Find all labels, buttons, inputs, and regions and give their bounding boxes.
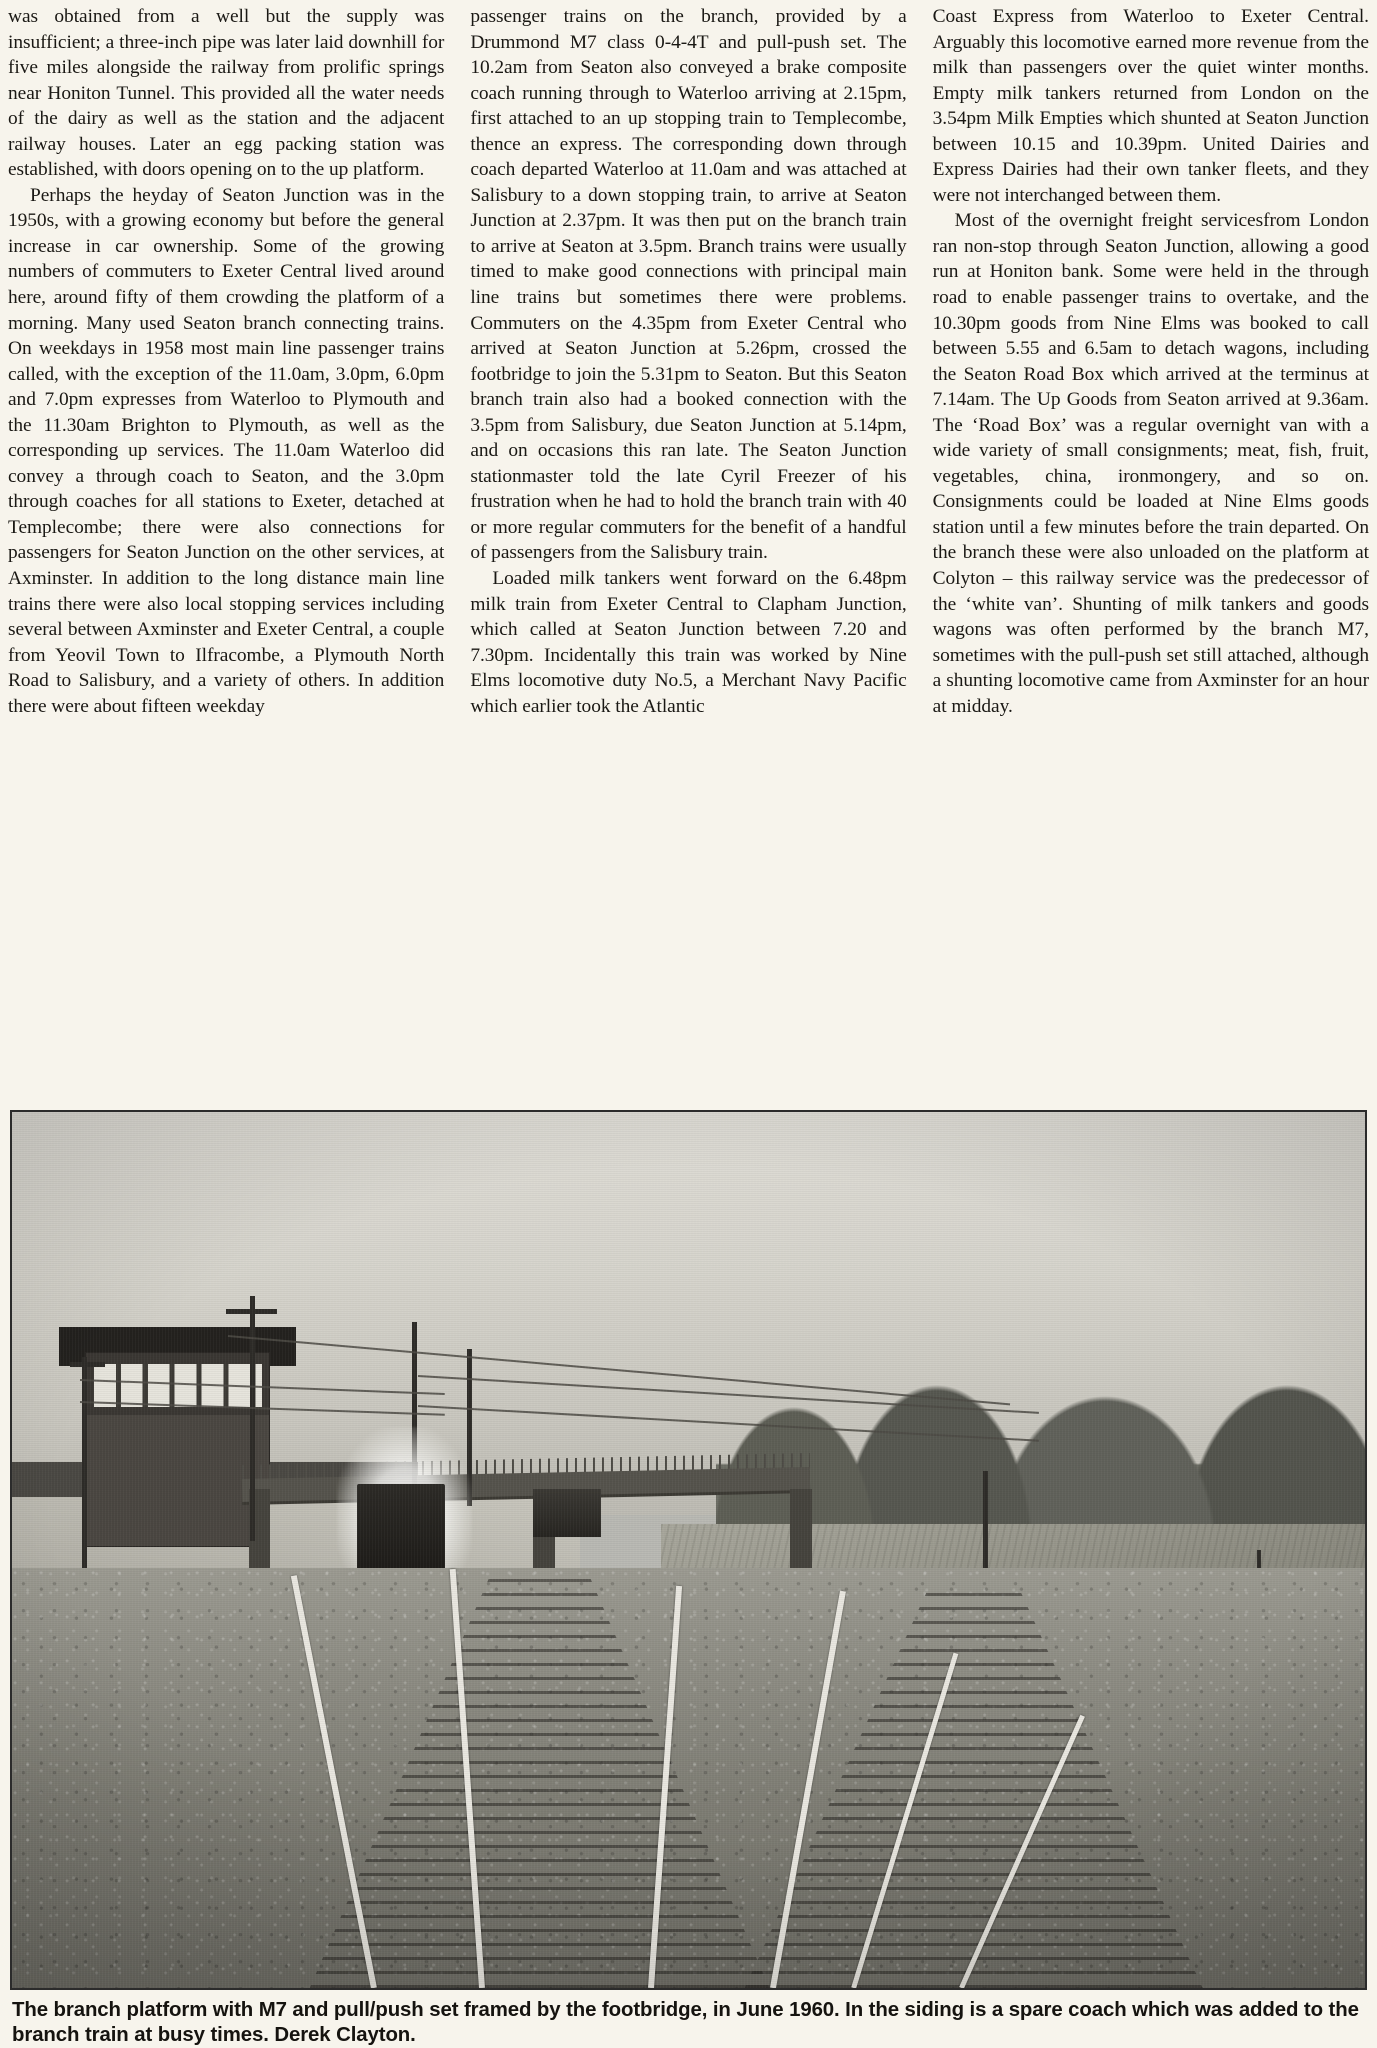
text-column-2 <box>470 4 906 824</box>
paragraph: Loaded milk tankers went forward on the 6.48pm milk train from Exeter Central to Clapham Junction, which called at Seaton Junction between 7.20 and 7.30pm. Incidentally this train was worked by Nine Elms locomotive duty No.5, a Merchant Navy Pacific which earlier took the Atlantic <box>470 568 907 717</box>
text-column-1 <box>8 4 444 824</box>
paragraph: passenger trains on the branch, provided by a Drummond M7 class 0-4-4T and pull-push set. The 10.2am from Seaton also conveyed a brake composite coach running through to Waterloo arriving at 2.15pm, first attached to an up stopping train to Templecombe, thence an express. The corresponding down through coach departed Waterloo at 11.0am and was attached at Salisbury to a down stopping train, to arrive at Seaton Junction at 2.37pm. It was then put on the branch train to arrive at Seaton at 3.5pm. Branch trains were usually timed to make good connections with principal main line trains but sometimes there were problems. Commuters on the 4.35pm from Exeter Central who arrived at Seaton Junction at 5.26pm, crossed the footbridge to join the 5.31pm to Seaton. But this Seaton branch train also had a booked connection with the 3.5pm from Salisbury, due Seaton Junction at 5.14pm, and on occasions this ran late. The Seaton Junction stationmaster told the late Cyril Freezer of his frustration when he had to hold the branch train with 40 or more regular commuters for the benefit of a handful of passengers from the Salisbury train. <box>470 6 907 564</box>
paragraph: was obtained from a well but the supply was insufficient; a three-inch pipe was later laid downhill for five miles alongside the railway from prolific springs near Honiton Tunnel. This provided all the water needs of the dairy as well as the station and the adjacent railway houses. Later an egg packing station was established, with doors opening on to the up platform. <box>8 6 445 181</box>
photograph <box>10 1110 1367 1990</box>
photograph-image <box>12 1112 1365 1988</box>
photo-telegraph-pole <box>250 1296 255 1541</box>
paragraph: Perhaps the heyday of Seaton Junction was in the 1950s, with a growing economy but before the general increase in car ownership. Some of the growing numbers of commuters to Exeter Central lived around here, around fifty of them crowding the platform of a morning. Many used Seaton branch connecting trains. On weekdays in 1958 most main line passenger trains called, with the exception of the 11.0am, 3.0pm, 6.0pm and 7.0pm expresses from Waterloo to Plymouth and the 11.30am Brighton to Plymouth, as well as the corresponding up services. The 11.0am Waterloo did convey a through coach to Seaton, and the 3.0pm through coaches for all stations to Exeter, detached at Templecombe; there were also connections for passengers for Seaton Junction on the other services, at Axminster. In addition to the long distance main line trains there were also local stopping services including several between Axminster and Exeter Central, a couple from Yeovil Town to Ilfracombe, a Plymouth North Road to Salisbury, and a variety of others. In addition there were about fifteen weekday <box>8 184 445 717</box>
photo-caption: The branch platform with M7 and pull/push set framed by the footbridge, in June 1960. In the siding is a spare coach which was added to the branch train at busy times. Derek Clayton. <box>12 1999 1359 2046</box>
paragraph: Most of the overnight freight servicesfrom London ran non-stop through Seaton Junction, allowing a good run at Honiton bank. Some were held in the through road to enable passenger trains to overtake, and the 10.30pm goods from Nine Elms was booked to call between 5.55 and 6.5am to detach wagons, including the Seaton Road Box which arrived at the terminus at 7.14am. The Up Goods from Seaton arrived at 9.36am. The ‘Road Box’ was a regular overnight van with a wide variety of small consignments; meat, fish, fruit, vegetables, china, ironmongery, and so on. Consignments could be loaded at Nine Elms goods station until a few minutes before the train departed. On the branch these were also unloaded on the platform at Colyton – this railway service was the predecessor of the ‘white van’. Shunting of milk tankers and goods wagons was often performed by the branch M7, sometimes with the pull-push set still attached, although a shunting locomotive came from Axminster for an hour at midday. <box>932 210 1369 717</box>
photo-telegraph-crossarm <box>226 1309 277 1314</box>
text-column-3 <box>933 4 1369 824</box>
photo-m7-locomotive <box>357 1484 445 1572</box>
photo-footbridge-pier <box>790 1489 812 1568</box>
paragraph: Coast Express from Waterloo to Exeter Central. Arguably this locomotive earned more revenue from the milk than passengers over the quiet winter months. Empty milk tankers returned from London on the 3.54pm Milk Empties which shunted at Seaton Junction between 10.15 and 10.39pm. United Dairies and Express Dairies had their own tanker fleets, and they were not interchanged between them. <box>932 6 1369 206</box>
photo-signal-arm <box>70 1362 105 1367</box>
photo-spare-coach <box>533 1489 601 1537</box>
text-columns <box>8 4 1369 824</box>
